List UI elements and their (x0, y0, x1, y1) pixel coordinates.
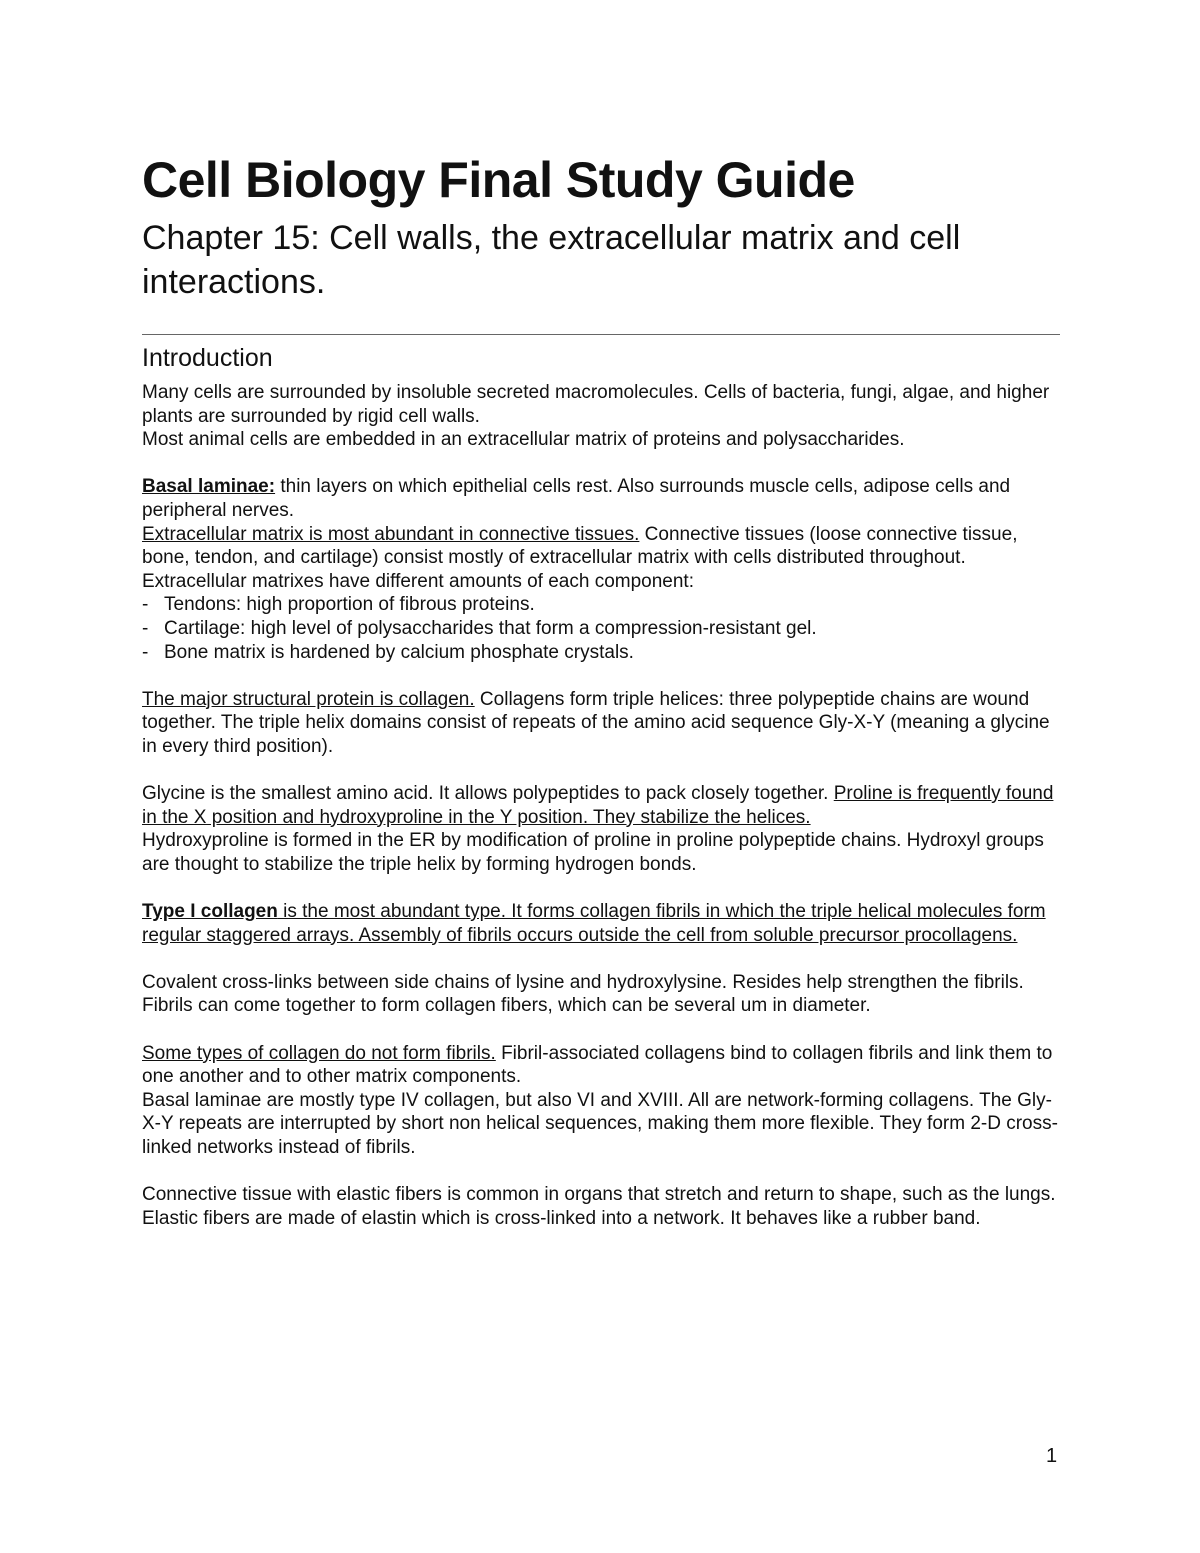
basal-laminae-paragraph (142, 475, 1060, 522)
intro-paragraph-2: Most animal cells are embedded in an extracellular matrix of proteins and polysaccharides. (142, 429, 905, 451)
collagen-text: Collagens form triple helices: three polypeptide chains are wound together. The triple helix domains consist of repeats of the amino acid sequence Gly-X-Y (meaning a glycine in every third position). (142, 688, 1050, 757)
elastic-fibers-paragraph: Connective tissue with elastic fibers is common in organs that stretch and return to shape, such as the lungs. Elastic fibers are made of elastin which is cross-linked into a network. It behaves like a rubber band. (142, 1184, 1056, 1229)
basal-laminae-term: Basal laminae: (142, 476, 276, 498)
list-item-text: Bone matrix is hardened by calcium phosphate crystals. (164, 641, 634, 663)
nonfibril-paragraph (142, 1042, 1060, 1089)
spacer (142, 947, 1060, 971)
proline-underlined-text: Proline is frequently found in the X position and hydroxyproline in the Y position. They stabilize the helices. (142, 783, 1054, 828)
chapter-subtitle: Chapter 15: Cell walls, the extracellular matrix and cell interactions. (142, 219, 961, 301)
nonfibril-underlined-text: Some types of collagen do not form fibrils. (142, 1042, 496, 1064)
collagen-paragraph (142, 688, 1060, 759)
spacer (142, 1160, 1060, 1184)
dash-bullet: - (142, 617, 149, 639)
hydroxyproline-paragraph: Hydroxyproline is formed in the ER by modification of proline in proline polypeptide chains. Hydroxyl groups are thought to stabilize the triple helix by forming hydrogen bonds. (142, 830, 1044, 875)
spacer (142, 1018, 1060, 1042)
document-title: Cell Biology Final Study Guide (142, 152, 855, 208)
glycine-text: Glycine is the smallest amino acid. It allows polypeptides to pack closely together. (142, 783, 834, 805)
list-item (142, 617, 1060, 641)
type-one-collagen-term: Type I collagen (142, 901, 278, 923)
type-one-collagen-text: is the most abundant type. It forms collagen fibrils in which the triple helical molecules form regular staggered arrays. Assembly of fibrils occurs outside the cell from soluble precursor procollagens. (142, 901, 1046, 946)
spacer (142, 876, 1060, 900)
dash-bullet: - (142, 594, 149, 616)
component-list (142, 593, 1060, 664)
list-item (142, 593, 1060, 617)
basal-laminae-definition: thin layers on which epithelial cells rest. Also surrounds muscle cells, adipose cells and peripheral nerves. (142, 476, 1011, 521)
list-item (142, 641, 1060, 665)
nonfibril-text: Fibril-associated collagens bind to collagen fibrils and link them to one another and to other matrix components. (142, 1042, 1053, 1088)
section-heading-introduction: Introduction (142, 344, 273, 372)
document-page (142, 150, 1060, 1230)
page-number: 1 (1046, 1445, 1058, 1467)
crosslinks-paragraph: Covalent cross-links between side chains of lysine and hydroxylysine. Resides help strengthen the fibrils. Fibrils can come together to form collagen fibers, which can be several um in diameter. (142, 971, 1024, 1017)
dash-bullet: - (142, 641, 149, 663)
horizontal-divider (142, 334, 1060, 335)
network-collagen-paragraph: Basal laminae are mostly type IV collagen, but also VI and XVIII. All are network-forming collagens. The Gly-X-Y repeats are interrupted by short non helical sequences, making them more flexible. They form 2-D cross-linked networks instead of fibrils. (142, 1089, 1058, 1158)
collagen-underlined-text: The major structural protein is collagen. (142, 688, 475, 710)
spacer (142, 759, 1060, 783)
type-one-collagen-paragraph (142, 900, 1060, 947)
ecm-paragraph (142, 523, 1060, 594)
intro-paragraph: Many cells are surrounded by insoluble secreted macromolecules. Cells of bacteria, fungi, algae, and higher plants are surrounded by rigid cell walls. (142, 382, 1050, 427)
glycine-paragraph (142, 782, 1060, 829)
ecm-underlined-text: Extracellular matrix is most abundant in connective tissues. (142, 523, 640, 545)
spacer (142, 664, 1060, 688)
list-item-text: Cartilage: high level of polysaccharides that form a compression-resistant gel. (164, 617, 817, 639)
spacer (142, 452, 1060, 476)
ecm-text: Connective tissues (loose connective tissue, bone, tendon, and cartilage) consist mostly of extracellular matrix with cells distributed throughout. Extracellular matrixes have different amounts of each component: (142, 523, 1018, 592)
list-item-text: Tendons: high proportion of fibrous proteins. (164, 594, 535, 616)
